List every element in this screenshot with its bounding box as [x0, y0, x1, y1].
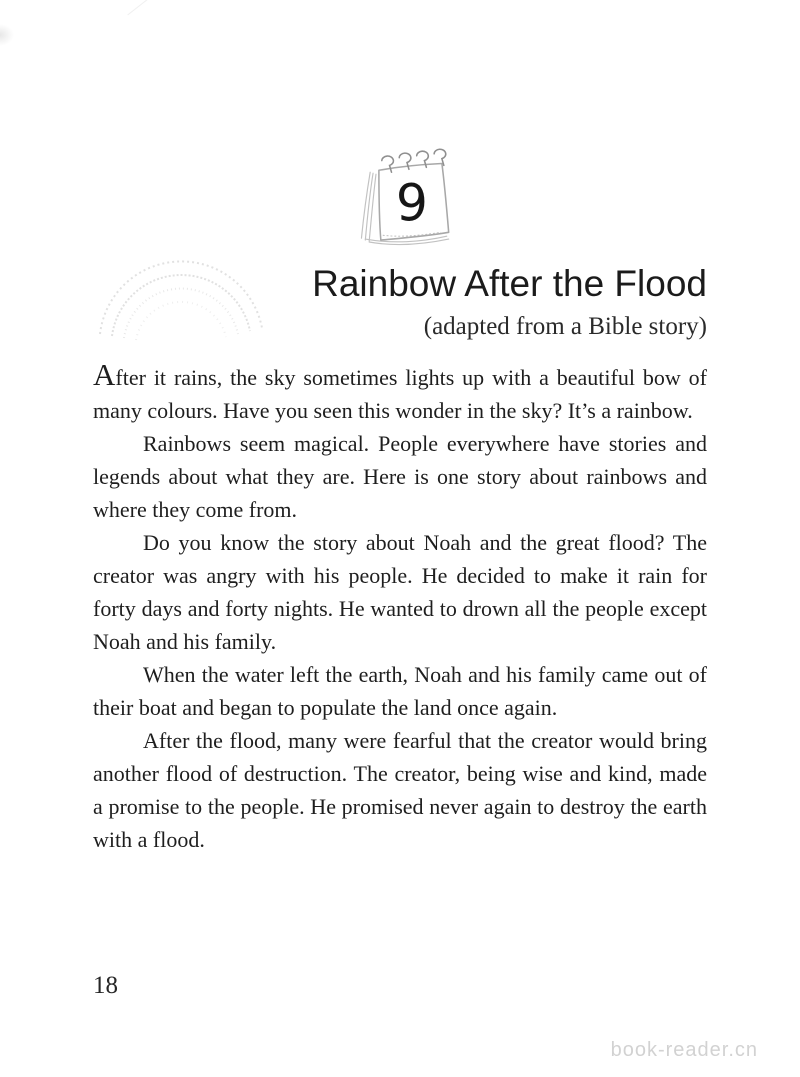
flip-calendar-icon: [344, 138, 470, 252]
paragraph-text: fter it rains, the sky sometimes lights up with a beautiful bow of many colours. Have you seen this wonder in the sky? It’s a rainbow.: [93, 365, 707, 423]
scan-artifact: [0, 24, 14, 46]
rainbow-arc-sketch-icon: [86, 240, 276, 342]
paragraph: When the water left the earth, Noah and his family came out of their boat and began to populate the land once again.: [93, 662, 707, 720]
lead-initial-cap: A: [93, 357, 116, 392]
chapter-title: Rainbow After the Flood: [312, 263, 707, 304]
chapter-header: [312, 264, 707, 341]
story-body: [93, 359, 707, 856]
page-number: 18: [93, 972, 118, 999]
chapter-subtitle: (adapted from a Bible story): [423, 312, 707, 340]
paragraph: Rainbows seem magical. People everywhere have stories and legends about what they are. Here is one story about rainbows and where they come from.: [93, 431, 707, 522]
paragraph: After the flood, many were fearful that the creator would bring another flood of destruction. The creator, being wise and kind, made a promise to the people. He promised never again to destroy the earth with a flood.: [93, 728, 707, 852]
chapter-number: 9: [395, 173, 428, 233]
scan-artifact: [127, 0, 154, 15]
paragraph: [93, 359, 707, 427]
paragraph: Do you know the story about Noah and the great flood? The creator was angry with his people. He decided to make it rain for forty days and forty nights. He wanted to drown all the people except Noah and his family.: [93, 530, 707, 654]
watermark: book-reader.cn: [610, 1039, 758, 1061]
